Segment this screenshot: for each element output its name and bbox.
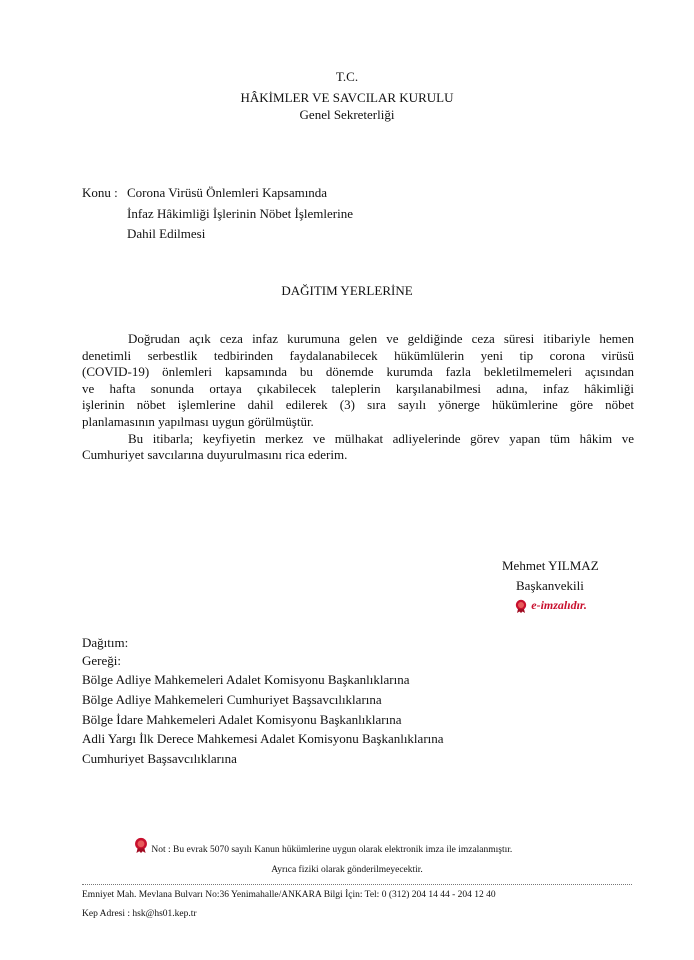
seal-icon xyxy=(133,836,149,854)
footer-note xyxy=(133,836,512,857)
subject-label: Konu : xyxy=(82,185,118,200)
recipient-heading: DAĞITIM YERLERİNE xyxy=(281,283,413,298)
body-paragraph-1 xyxy=(82,331,634,464)
esign-text: e-imzalıdır. xyxy=(531,598,587,612)
subject-line-3: Dahil Edilmesi xyxy=(127,226,206,241)
body-line: Doğrudan açık ceza infaz kurumuna gelen ve geldiğinde ceza süresi itibariyle hemen xyxy=(128,331,634,346)
body-line: işlerinin nöbet işlemlerine dahil edilerek (3) sıra sayılı yönerge hükümlerine göre nöbet xyxy=(82,397,634,413)
header-line-department: Genel Sekreterliği xyxy=(299,107,395,122)
signer-name: Mehmet YILMAZ xyxy=(502,558,599,573)
body-line: (COVID-19) önlemleri kapsamında bu dönemde kurumda fazla bekletilmemeleri açısından xyxy=(82,364,634,380)
footer-note-line-2: Ayrıca fiziki olarak gönderilmeyecektir. xyxy=(271,865,423,875)
distribution-label: Dağıtım: xyxy=(82,635,129,650)
body-line: planlamasının yapılması uygun görülmüştür. xyxy=(82,413,314,429)
body-line: ve hafta sonunda ortaya çıkabilecek taleplerin karşılanabilmesi adına, infaz hâkimliği xyxy=(82,380,634,396)
header-line-institution: HÂKİMLER VE SAVCILAR KURULU xyxy=(240,90,454,105)
seal-icon xyxy=(514,599,528,613)
esign-block xyxy=(514,596,587,614)
subject-line-2: İnfaz Hâkimliği İşlerinin Nöbet İşlemlerine xyxy=(127,206,353,221)
footer-kep-address: Kep Adresi : hsk@hs01.kep.tr xyxy=(82,909,197,919)
distribution-sublabel: Gereği: xyxy=(82,653,121,668)
distribution-item: Bölge İdare Mahkemeleri Adalet Komisyonu Başkanlıklarına xyxy=(82,712,402,727)
footer-divider xyxy=(82,884,632,885)
header-line-tc: T.C. xyxy=(335,69,359,84)
subject-line-1: Corona Virüsü Önlemleri Kapsamında xyxy=(127,185,328,200)
body-line: Cumhuriyet savcılarına duyurulmasını rica ederim. xyxy=(82,447,348,463)
footer-address: Emniyet Mah. Mevlana Bulvarı No:36 Yenimahalle/ANKARA Bilgi İçin: Tel: 0 (312) 204 14 44 - 204 12 40 xyxy=(82,890,496,900)
distribution-item: Cumhuriyet Başsavcılıklarına xyxy=(82,751,237,766)
distribution-item: Adli Yargı İlk Derece Mahkemesi Adalet Komisyonu Başkanlıklarına xyxy=(82,731,444,746)
body-line: denetimli serbestlik tedbirinden faydalanabilecek hükümlülerin yeni tip corona virüsü xyxy=(82,347,634,363)
body-line: Bu itibarla; keyfiyetin merkez ve mülhakat adliyelerinde görev yapan tüm hâkim ve xyxy=(128,430,634,446)
footer-note-line-1: Not : Bu evrak 5070 sayılı Kanun hükümlerine uygun olarak elektronik imza ile imzalanmıştır. xyxy=(151,845,513,855)
signer-title: Başkanvekili xyxy=(516,578,584,593)
distribution-item: Bölge Adliye Mahkemeleri Adalet Komisyonu Başkanlıklarına xyxy=(82,672,410,687)
distribution-item: Bölge Adliye Mahkemeleri Cumhuriyet Başsavcılıklarına xyxy=(82,692,382,707)
